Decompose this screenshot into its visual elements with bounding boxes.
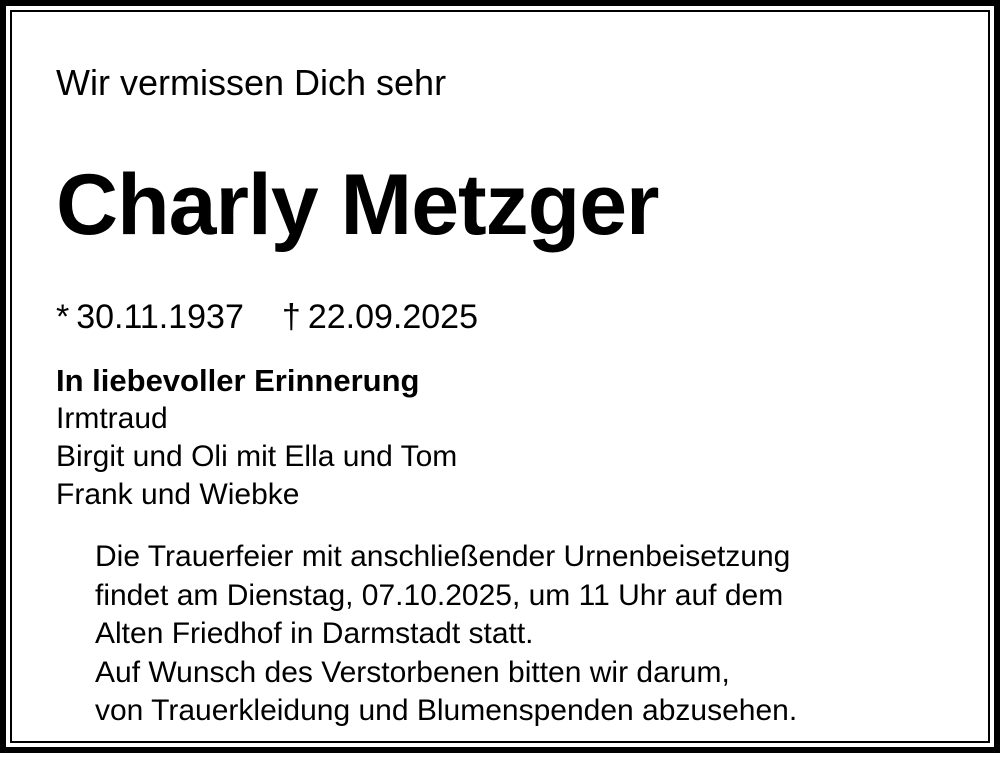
died-dagger-symbol: † [281, 298, 301, 336]
death-date-group [282, 298, 478, 336]
details-line: von Trauerkleidung und Blumenspenden abzusehen. [95, 694, 798, 727]
birth-date-group [56, 298, 244, 336]
details-line: findet am Dienstag, 07.10.2025, um 11 Uhr auf dem [95, 578, 784, 612]
mourner-line: Irmtraud [56, 402, 168, 435]
life-dates [56, 296, 968, 338]
intro-line: Wir vermissen Dich sehr [56, 62, 447, 103]
memorial-heading: In liebevoller Erinnerung [56, 363, 420, 398]
mourner-line: Birgit und Oli mit Ella und Tom [56, 440, 458, 473]
death-notice-inner-border [10, 10, 990, 743]
death-date: 22.09.2025 [307, 298, 478, 336]
deceased-name: Charly Metzger [56, 157, 659, 253]
mourners-list [56, 400, 968, 514]
funeral-details [95, 538, 968, 731]
birth-date: 30.11.1937 [76, 298, 244, 336]
details-line: Alten Friedhof in Darmstadt statt. [95, 617, 534, 650]
born-asterisk-symbol: * [56, 298, 70, 336]
death-notice-content [12, 12, 988, 731]
details-line: Die Trauerfeier mit anschließender Urnenbeisetzung [95, 540, 791, 573]
details-line: Auf Wunsch des Verstorbenen bitten wir darum, [95, 655, 730, 689]
mourner-line: Frank und Wiebke [56, 478, 300, 511]
